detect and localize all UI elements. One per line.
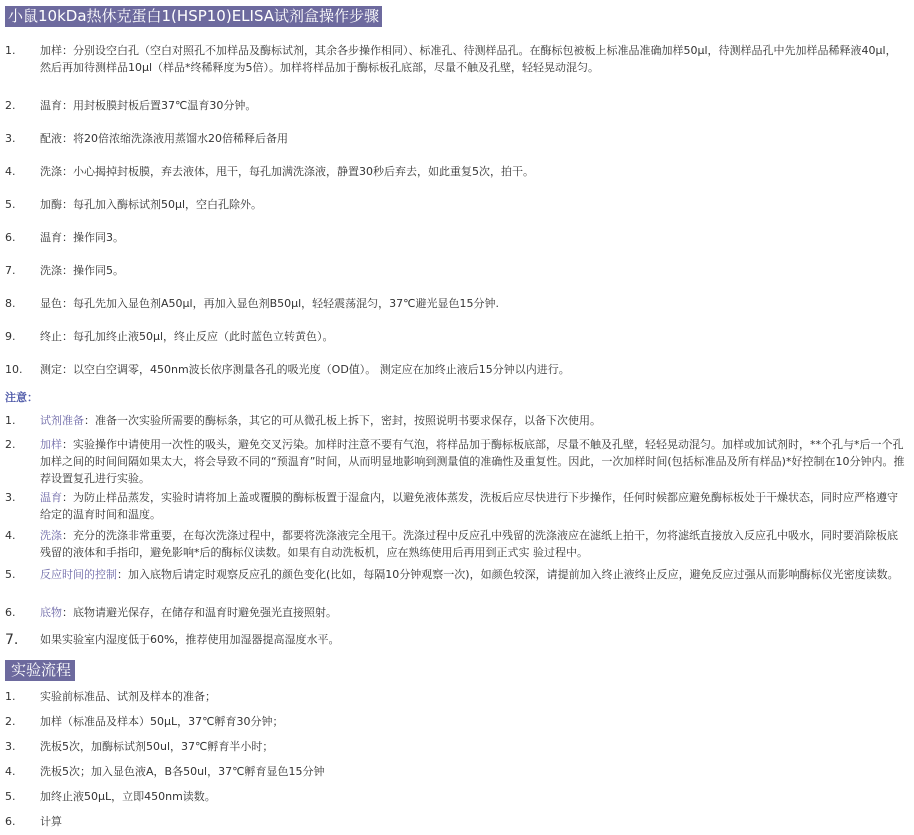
note-text: 如果实验室内湿度低于60%，推荐使用加湿器提高湿度水平。	[40, 633, 340, 646]
step-number: 3.	[5, 132, 16, 145]
note-number: 2.	[5, 438, 16, 451]
flow-text: 实验前标准品、试剂及样本的准备；	[40, 690, 216, 703]
note-number: 3.	[5, 491, 16, 504]
note-keyword: 洗涤	[40, 529, 62, 542]
step-item	[5, 163, 906, 180]
note-item	[5, 566, 906, 583]
note-item	[5, 436, 906, 487]
step-text: 洗涤：小心揭掉封板膜，弃去液体，甩干，每孔加满洗涤液，静置30秒后弃去，如此重复5次，拍干。	[40, 165, 534, 178]
flow-heading: 实验流程	[5, 660, 75, 681]
flow-item	[5, 688, 906, 705]
note-text: ：底物请避光保存，在储存和温育时避免强光直接照射。	[62, 606, 337, 619]
note-keyword: 加样	[40, 438, 62, 451]
step-number: 9.	[5, 330, 16, 343]
flow-item	[5, 713, 906, 730]
page-title: 小鼠10kDa热休克蛋白1(HSP10)ELISA试剂盒操作步骤	[5, 6, 382, 27]
step-number: 4.	[5, 165, 16, 178]
step-number: 1.	[5, 44, 16, 57]
note-text: ：充分的洗涤非常重要，在每次洗涤过程中，都要将洗涤液完全甩干。洗涤过程中反应孔中残留的洗涤液应在滤纸上拍干，勿将滤纸直接放入反应孔中吸水，同时要消除板底残留的液体和手指印，避免影响*后的酶标仪读数。如果有自动洗板机，应在熟练使用后再用到正式实 验过程中。	[40, 529, 898, 559]
step-text: 配液：将20倍浓缩洗涤液用蒸馏水20倍稀释后备用	[40, 132, 288, 145]
note-item	[5, 489, 906, 523]
flow-number: 5.	[5, 790, 16, 803]
flow-number: 2.	[5, 715, 16, 728]
step-text: 温育：用封板膜封板后置37℃温育30分钟。	[40, 99, 257, 112]
step-number: 8.	[5, 297, 16, 310]
step-item	[5, 130, 906, 147]
note-keyword: 温育	[40, 491, 62, 504]
step-item	[5, 97, 906, 114]
note-number: 5.	[5, 568, 16, 581]
flow-text: 洗板5次；加入显色液A，B各50ul，37℃孵育显色15分钟	[40, 765, 325, 778]
flow-number: 4.	[5, 765, 16, 778]
flow-text: 洗板5次，加酶标试剂50ul，37℃孵育半小时；	[40, 740, 274, 753]
note-keyword: 试剂准备	[40, 414, 84, 427]
step-item	[5, 229, 906, 246]
step-number: 6.	[5, 231, 16, 244]
note-text: ：准备一次实验所需要的酶标条，其它的可从微孔板上拆下，密封，按照说明书要求保存，以备下次使用。	[84, 414, 601, 427]
flow-item	[5, 813, 906, 830]
step-text: 加酶：每孔加入酶标试剂50μl，空白孔除外。	[40, 198, 263, 211]
flow-text: 计算	[40, 815, 62, 828]
note-text: ：为防止样品蒸发，实验时请将加上盖或覆膜的酶标板置于湿盒内，以避免液体蒸发，洗板后应尽快进行下步操作，任何时候都应避免酶标板处于干燥状态，同时应严格遵守给定的温育时间和温度。	[40, 491, 898, 521]
step-text: 显色：每孔先加入显色剂A50μl，再加入显色剂B50μl，轻轻震荡混匀，37℃避光显色15分钟.	[40, 297, 500, 310]
flow-number: 6.	[5, 815, 16, 828]
step-number: 10.	[5, 363, 23, 376]
flow-text: 加终止液50μL，立即450nm读数。	[40, 790, 216, 803]
flow-item	[5, 788, 906, 805]
flow-item	[5, 738, 906, 755]
flow-item	[5, 763, 906, 780]
step-item	[5, 328, 906, 345]
note-keyword: 底物	[40, 606, 62, 619]
step-item	[5, 42, 906, 76]
note-keyword: 反应时间的控制	[40, 568, 117, 581]
notes-heading: 注意：	[5, 391, 38, 404]
note-number: 1.	[5, 414, 16, 427]
step-item	[5, 361, 906, 378]
note-number: 7.	[5, 632, 19, 648]
step-item	[5, 295, 906, 312]
note-item	[5, 527, 906, 561]
note-item	[5, 604, 906, 621]
step-text: 加样：分别设空白孔（空白对照孔不加样品及酶标试剂，其余各步操作相同）、标准孔、待测样品孔。在酶标包被板上标准品准确加样50μl，待测样品孔中先加样品稀释液40μl，然后再加待测样品10μl（样品*终稀释度为5倍）。加样将样品加于酶标板孔底部，尽量不触及孔壁，轻轻晃动混匀。	[40, 44, 897, 74]
note-number: 4.	[5, 529, 16, 542]
note-text: ：加入底物后请定时观察反应孔的颜色变化(比如，每隔10分钟观察一次)，如颜色较深，请提前加入终止液终止反应，避免反应过强从而影响酶标仪光密度读数。	[117, 568, 899, 581]
note-number: 6.	[5, 606, 16, 619]
step-text: 洗涤：操作同5。	[40, 264, 124, 277]
flow-text: 加样（标准品及样本）50μL，37℃孵育30分钟；	[40, 715, 284, 728]
step-item	[5, 196, 906, 213]
note-item	[5, 631, 906, 648]
step-text: 温育：操作同3。	[40, 231, 124, 244]
flow-number: 1.	[5, 690, 16, 703]
note-text: ：实验操作中请使用一次性的吸头，避免交叉污染。加样时注意不要有气泡，将样品加于酶标板底部，尽量不触及孔壁，轻轻晃动混匀。加样或加试剂时，**个孔与*后一个孔加样之间的时间间隔如果太大，将会导致不同的“预温育”时间，从而明显地影响到测量值的准确性及重复性。因此，一次加样时间(包括标准品及所有样品)*好控制在10分钟内。推荐设置复孔进行实验。	[40, 438, 905, 485]
flow-number: 3.	[5, 740, 16, 753]
step-text: 测定：以空白空调零，450nm波长依序测量各孔的吸光度（OD值）。 测定应在加终止液后15分钟以内进行。	[40, 363, 570, 376]
note-item	[5, 412, 906, 429]
step-number: 2.	[5, 99, 16, 112]
step-number: 5.	[5, 198, 16, 211]
step-number: 7.	[5, 264, 16, 277]
step-text: 终止：每孔加终止液50μl，终止反应（此时蓝色立转黄色）。	[40, 330, 334, 343]
step-item	[5, 262, 906, 279]
